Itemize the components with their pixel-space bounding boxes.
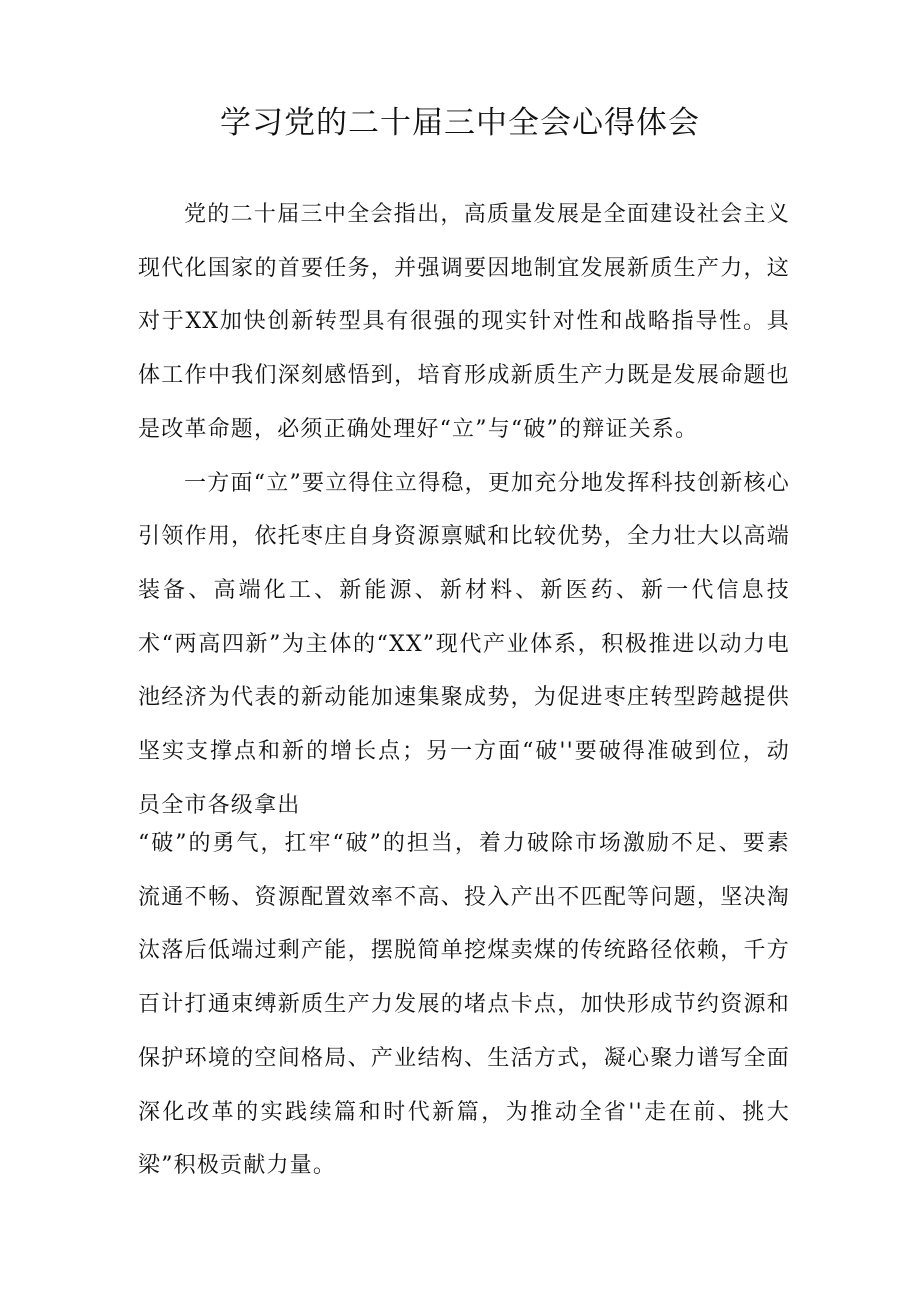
document-body-lower	[138, 817, 790, 1193]
paragraph-2: 一方面“立”要立得住立得稳，更加充分地发挥科技创新核心引领作用，依托枣庄自身资源禀赋和比较优势，全力壮大以高端装备、高端化工、新能源、新材料、新医药、新一代信息技术“两高四新”为主体的“XX”现代产业体系，积极推进以动力电池经济为代表的新动能加速集聚成势，为促进枣庄转型跨越提供坚实支撑点和新的增长点；另一方面“破''要破得准破到位，动员全市各级拿出	[138, 470, 790, 818]
document-title: 学习党的二十届三中全会心得体会	[220, 105, 700, 141]
paragraph-3: “破”的勇气，扛牢“破”的担当，着力破除市场激励不足、要素流通不畅、资源配置效率不高、投入产出不匹配等问题，坚决淘汰落后低端过剩产能，摆脱简单挖煤卖煤的传统路径依赖，千方百计打通束缚新质生产力发展的堵点卡点，加快形成节约资源和保护环境的空间格局、产业结构、生活方式，凝心聚力谱写全面深化改革的实践续篇和时代新篇，为推动全省''走在前、挑大梁”积极贡献力量。	[138, 831, 790, 1179]
paragraph-1: 党的二十届三中全会指出，高质量发展是全面建设社会主义现代化国家的首要任务，并强调要因地制宜发展新质生产力，这对于XX加快创新转型具有很强的现实针对性和战略指导性。具体工作中我们深刻感悟到，培育形成新质生产力既是发展命题也是改革命题，必须正确处理好“立”与“破”的辩证关系。	[138, 202, 790, 442]
document-body-upper	[138, 188, 790, 832]
